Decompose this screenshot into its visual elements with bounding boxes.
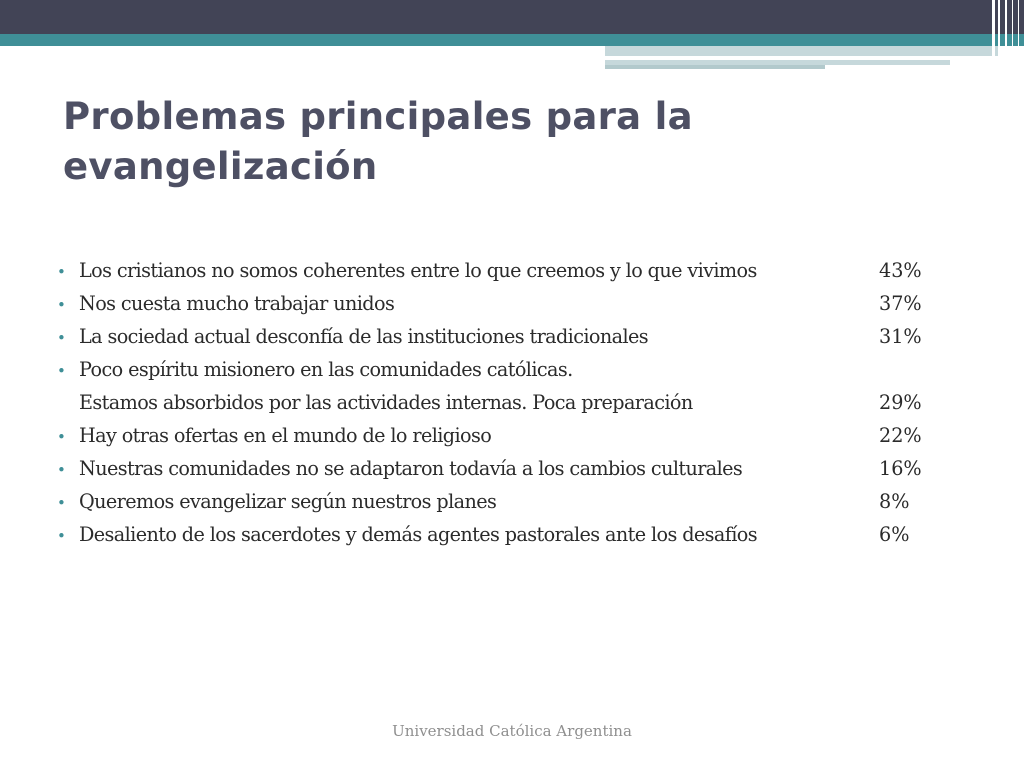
- problem-list: [57, 254, 957, 551]
- list-item: [57, 452, 957, 485]
- header-light-bar: [605, 46, 1000, 56]
- item-percentage: 6%: [879, 523, 910, 546]
- list-item-continuation: [57, 386, 957, 419]
- header-stripes: [992, 0, 1024, 72]
- item-text: Desaliento de los sacerdotes y demás agentes pastorales ante los desafíos: [79, 523, 757, 546]
- bullet-icon: •: [57, 263, 66, 281]
- slide-footer: Universidad Católica Argentina: [392, 722, 632, 740]
- list-item: [57, 320, 957, 353]
- item-text: Queremos evangelizar según nuestros planes: [79, 490, 497, 513]
- slide-title-line1: Problemas principales para la: [63, 95, 693, 138]
- header-light-bar-short: [605, 65, 825, 69]
- item-text: La sociedad actual desconfía de las instituciones tradicionales: [79, 325, 648, 348]
- bullet-icon: •: [57, 461, 66, 479]
- item-text: Nos cuesta mucho trabajar unidos: [79, 292, 395, 315]
- list-item: [57, 485, 957, 518]
- list-item: [57, 518, 957, 551]
- bullet-icon: •: [57, 329, 66, 347]
- list-item: [57, 419, 957, 452]
- item-percentage: 37%: [879, 292, 922, 315]
- header-teal-bar: [0, 34, 1024, 46]
- bullet-icon: •: [57, 428, 66, 446]
- item-percentage: 43%: [879, 259, 922, 282]
- bullet-icon: •: [57, 362, 66, 380]
- header-dark-bar: [0, 0, 1024, 34]
- item-percentage: 29%: [879, 391, 922, 414]
- list-item: [57, 287, 957, 320]
- slide-title-line2: evangelización: [63, 145, 378, 188]
- bullet-icon: •: [57, 296, 66, 314]
- item-text: Poco espíritu misionero en las comunidades católicas.: [79, 358, 573, 381]
- item-percentage: 16%: [879, 457, 922, 480]
- bullet-icon: •: [57, 494, 66, 512]
- item-percentage: 8%: [879, 490, 910, 513]
- item-percentage: 22%: [879, 424, 922, 447]
- bullet-icon: •: [57, 527, 66, 545]
- slide-title: [63, 92, 863, 192]
- item-text: Hay otras ofertas en el mundo de lo religioso: [79, 424, 492, 447]
- list-item: [57, 353, 957, 386]
- item-text: Nuestras comunidades no se adaptaron todavía a los cambios culturales: [79, 457, 743, 480]
- item-text: Estamos absorbidos por las actividades internas. Poca preparación: [79, 391, 693, 414]
- item-percentage: 31%: [879, 325, 922, 348]
- item-text: Los cristianos no somos coherentes entre lo que creemos y lo que vivimos: [79, 259, 757, 282]
- list-item: [57, 254, 957, 287]
